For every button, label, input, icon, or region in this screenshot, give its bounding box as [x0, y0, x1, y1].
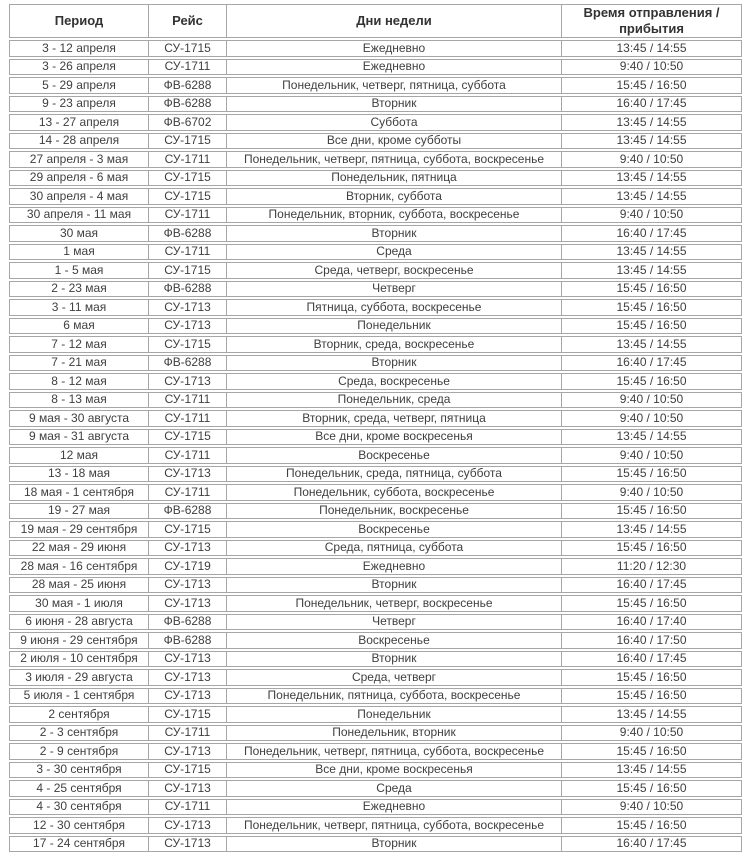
table-row — [9, 244, 742, 261]
cell-days: Среда, четверг — [227, 669, 562, 686]
cell-time: 9:40 / 10:50 — [562, 392, 742, 409]
cell-flight: СУ-1713 — [149, 595, 227, 612]
cell-days: Воскресенье — [227, 521, 562, 538]
cell-period: 12 мая — [9, 447, 149, 464]
cell-time: 13:45 / 14:55 — [562, 429, 742, 446]
cell-period: 13 - 18 мая — [9, 466, 149, 483]
cell-time: 16:40 / 17:45 — [562, 651, 742, 668]
cell-days: Вторник — [227, 96, 562, 113]
cell-period: 5 июля - 1 сентября — [9, 688, 149, 705]
cell-days: Воскресенье — [227, 632, 562, 649]
table-row — [9, 96, 742, 113]
cell-days: Вторник, среда, четверг, пятница — [227, 410, 562, 427]
cell-flight: ФВ-6288 — [149, 355, 227, 372]
cell-time: 15:45 / 16:50 — [562, 817, 742, 834]
cell-time: 9:40 / 10:50 — [562, 799, 742, 816]
cell-period: 4 - 30 сентября — [9, 799, 149, 816]
cell-time: 15:45 / 16:50 — [562, 595, 742, 612]
cell-days: Вторник, суббота — [227, 188, 562, 205]
table-row — [9, 114, 742, 131]
cell-period: 3 - 12 апреля — [9, 40, 149, 57]
cell-flight: СУ-1713 — [149, 466, 227, 483]
cell-days: Все дни, кроме воскресенья — [227, 762, 562, 779]
table-row — [9, 632, 742, 649]
cell-days: Среда, пятница, суббота — [227, 540, 562, 557]
cell-period: 8 - 13 мая — [9, 392, 149, 409]
cell-flight: СУ-1715 — [149, 188, 227, 205]
cell-time: 13:45 / 14:55 — [562, 262, 742, 279]
cell-flight: СУ-1719 — [149, 558, 227, 575]
cell-flight: СУ-1713 — [149, 817, 227, 834]
cell-flight: СУ-1715 — [149, 762, 227, 779]
cell-period: 2 июля - 10 сентября — [9, 651, 149, 668]
table-row — [9, 466, 742, 483]
cell-time: 15:45 / 16:50 — [562, 688, 742, 705]
cell-time: 13:45 / 14:55 — [562, 114, 742, 131]
table-row — [9, 373, 742, 390]
cell-time: 15:45 / 16:50 — [562, 540, 742, 557]
cell-time: 11:20 / 12:30 — [562, 558, 742, 575]
cell-days: Понедельник, среда — [227, 392, 562, 409]
cell-flight: ФВ-6288 — [149, 96, 227, 113]
cell-flight: ФВ-6288 — [149, 77, 227, 94]
table-row — [9, 40, 742, 57]
table-row — [9, 503, 742, 520]
cell-time: 9:40 / 10:50 — [562, 410, 742, 427]
cell-days: Среда — [227, 780, 562, 797]
table-row — [9, 188, 742, 205]
cell-period: 30 апреля - 11 мая — [9, 207, 149, 224]
cell-days: Ежедневно — [227, 40, 562, 57]
cell-flight: ФВ-6702 — [149, 114, 227, 131]
cell-time: 15:45 / 16:50 — [562, 466, 742, 483]
table-row — [9, 651, 742, 668]
table-body — [9, 40, 742, 852]
cell-days: Вторник — [227, 577, 562, 594]
flight-schedule-table — [9, 2, 742, 854]
table-row — [9, 59, 742, 76]
cell-days: Понедельник, четверг, пятница, суббота, воскресенье — [227, 817, 562, 834]
cell-period: 12 - 30 сентября — [9, 817, 149, 834]
cell-flight: СУ-1711 — [149, 151, 227, 168]
cell-days: Понедельник, суббота, воскресенье — [227, 484, 562, 501]
table-row — [9, 540, 742, 557]
cell-flight: ФВ-6288 — [149, 225, 227, 242]
cell-days: Четверг — [227, 614, 562, 631]
cell-days: Вторник — [227, 651, 562, 668]
cell-days: Вторник, среда, воскресенье — [227, 336, 562, 353]
cell-period: 3 июля - 29 августа — [9, 669, 149, 686]
cell-flight: СУ-1711 — [149, 392, 227, 409]
table-row — [9, 817, 742, 834]
cell-period: 9 мая - 30 августа — [9, 410, 149, 427]
cell-flight: СУ-1715 — [149, 336, 227, 353]
cell-period: 7 - 21 мая — [9, 355, 149, 372]
cell-period: 9 мая - 31 августа — [9, 429, 149, 446]
col-header-time: Время отправления / прибытия — [562, 4, 742, 38]
col-header-period: Период — [9, 4, 149, 38]
table-row — [9, 484, 742, 501]
table-row — [9, 77, 742, 94]
cell-flight: СУ-1715 — [149, 706, 227, 723]
table-row — [9, 318, 742, 335]
cell-time: 15:45 / 16:50 — [562, 281, 742, 298]
cell-days: Понедельник, четверг, воскресенье — [227, 595, 562, 612]
cell-days: Понедельник, среда, пятница, суббота — [227, 466, 562, 483]
cell-period: 3 - 11 мая — [9, 299, 149, 316]
cell-time: 16:40 / 17:45 — [562, 836, 742, 853]
cell-period: 4 - 25 сентября — [9, 780, 149, 797]
cell-flight: СУ-1713 — [149, 318, 227, 335]
table-row — [9, 336, 742, 353]
cell-time: 15:45 / 16:50 — [562, 669, 742, 686]
table-row — [9, 577, 742, 594]
cell-days: Ежедневно — [227, 799, 562, 816]
cell-flight: СУ-1711 — [149, 447, 227, 464]
cell-days: Понедельник, воскресенье — [227, 503, 562, 520]
cell-period: 13 - 27 апреля — [9, 114, 149, 131]
cell-period: 2 сентября — [9, 706, 149, 723]
table-row — [9, 780, 742, 797]
table-row — [9, 762, 742, 779]
cell-time: 16:40 / 17:40 — [562, 614, 742, 631]
cell-period: 9 - 23 апреля — [9, 96, 149, 113]
cell-days: Все дни, кроме воскресенья — [227, 429, 562, 446]
cell-period: 2 - 9 сентября — [9, 743, 149, 760]
cell-flight: ФВ-6288 — [149, 632, 227, 649]
cell-flight: СУ-1711 — [149, 244, 227, 261]
cell-flight: СУ-1715 — [149, 262, 227, 279]
cell-period: 14 - 28 апреля — [9, 133, 149, 150]
cell-period: 30 мая — [9, 225, 149, 242]
table-row — [9, 614, 742, 631]
table-row — [9, 595, 742, 612]
cell-period: 28 мая - 25 июня — [9, 577, 149, 594]
cell-flight: СУ-1715 — [149, 133, 227, 150]
cell-days: Вторник — [227, 836, 562, 853]
table-row — [9, 447, 742, 464]
cell-flight: СУ-1711 — [149, 207, 227, 224]
table-row — [9, 151, 742, 168]
table-row — [9, 170, 742, 187]
cell-period: 29 апреля - 6 мая — [9, 170, 149, 187]
cell-time: 13:45 / 14:55 — [562, 244, 742, 261]
cell-time: 9:40 / 10:50 — [562, 447, 742, 464]
cell-time: 13:45 / 14:55 — [562, 133, 742, 150]
cell-flight: СУ-1715 — [149, 429, 227, 446]
cell-days: Ежедневно — [227, 558, 562, 575]
cell-flight: СУ-1713 — [149, 780, 227, 797]
cell-period: 7 - 12 мая — [9, 336, 149, 353]
cell-days: Среда, воскресенье — [227, 373, 562, 390]
cell-days: Понедельник, вторник, суббота, воскресенье — [227, 207, 562, 224]
cell-time: 15:45 / 16:50 — [562, 318, 742, 335]
cell-period: 6 июня - 28 августа — [9, 614, 149, 631]
cell-flight: СУ-1713 — [149, 688, 227, 705]
cell-time: 15:45 / 16:50 — [562, 299, 742, 316]
cell-time: 16:40 / 17:45 — [562, 225, 742, 242]
cell-period: 1 мая — [9, 244, 149, 261]
cell-flight: СУ-1715 — [149, 521, 227, 538]
cell-days: Понедельник, пятница — [227, 170, 562, 187]
table-row — [9, 133, 742, 150]
cell-flight: СУ-1711 — [149, 799, 227, 816]
cell-days: Воскресенье — [227, 447, 562, 464]
cell-time: 16:40 / 17:45 — [562, 96, 742, 113]
cell-period: 9 июня - 29 сентября — [9, 632, 149, 649]
table-row — [9, 669, 742, 686]
cell-flight: СУ-1711 — [149, 410, 227, 427]
table-row — [9, 706, 742, 723]
cell-time: 9:40 / 10:50 — [562, 151, 742, 168]
cell-time: 16:40 / 17:50 — [562, 632, 742, 649]
cell-flight: СУ-1713 — [149, 540, 227, 557]
cell-days: Четверг — [227, 281, 562, 298]
cell-time: 9:40 / 10:50 — [562, 725, 742, 742]
cell-time: 9:40 / 10:50 — [562, 59, 742, 76]
cell-days: Среда — [227, 244, 562, 261]
cell-period: 18 мая - 1 сентября — [9, 484, 149, 501]
cell-period: 30 апреля - 4 мая — [9, 188, 149, 205]
table-row — [9, 299, 742, 316]
cell-flight: СУ-1713 — [149, 577, 227, 594]
cell-days: Понедельник, четверг, пятница, суббота, воскресенье — [227, 151, 562, 168]
table-row — [9, 558, 742, 575]
cell-flight: ФВ-6288 — [149, 614, 227, 631]
cell-flight: СУ-1713 — [149, 836, 227, 853]
table-row — [9, 688, 742, 705]
cell-period: 1 - 5 мая — [9, 262, 149, 279]
table-row — [9, 743, 742, 760]
cell-period: 28 мая - 16 сентября — [9, 558, 149, 575]
cell-days: Вторник — [227, 355, 562, 372]
table-row — [9, 836, 742, 853]
cell-period: 2 - 3 сентября — [9, 725, 149, 742]
cell-days: Вторник — [227, 225, 562, 242]
table-row — [9, 429, 742, 446]
cell-days: Понедельник, пятница, суббота, воскресенье — [227, 688, 562, 705]
cell-time: 15:45 / 16:50 — [562, 503, 742, 520]
cell-period: 2 - 23 мая — [9, 281, 149, 298]
cell-period: 27 апреля - 3 мая — [9, 151, 149, 168]
table-row — [9, 225, 742, 242]
cell-period: 8 - 12 мая — [9, 373, 149, 390]
cell-period: 30 мая - 1 июля — [9, 595, 149, 612]
table-row — [9, 281, 742, 298]
table-row — [9, 207, 742, 224]
cell-flight: СУ-1711 — [149, 484, 227, 501]
cell-flight: СУ-1713 — [149, 373, 227, 390]
cell-flight: СУ-1713 — [149, 651, 227, 668]
cell-period: 22 мая - 29 июня — [9, 540, 149, 557]
col-header-flight: Рейс — [149, 4, 227, 38]
cell-flight: СУ-1715 — [149, 170, 227, 187]
cell-flight: СУ-1711 — [149, 59, 227, 76]
cell-period: 5 - 29 апреля — [9, 77, 149, 94]
cell-flight: СУ-1713 — [149, 669, 227, 686]
cell-days: Среда, четверг, воскресенье — [227, 262, 562, 279]
cell-flight: ФВ-6288 — [149, 503, 227, 520]
cell-time: 9:40 / 10:50 — [562, 207, 742, 224]
table-row — [9, 355, 742, 372]
cell-days: Понедельник, четверг, пятница, суббота — [227, 77, 562, 94]
cell-days: Понедельник — [227, 706, 562, 723]
cell-days: Ежедневно — [227, 59, 562, 76]
cell-days: Понедельник — [227, 318, 562, 335]
cell-period: 19 - 27 мая — [9, 503, 149, 520]
cell-period: 6 мая — [9, 318, 149, 335]
table-row — [9, 521, 742, 538]
cell-days: Понедельник, вторник — [227, 725, 562, 742]
table-row — [9, 262, 742, 279]
cell-time: 15:45 / 16:50 — [562, 780, 742, 797]
cell-time: 13:45 / 14:55 — [562, 188, 742, 205]
cell-flight: СУ-1711 — [149, 725, 227, 742]
table-row — [9, 392, 742, 409]
table-row — [9, 410, 742, 427]
cell-days: Все дни, кроме субботы — [227, 133, 562, 150]
cell-period: 3 - 30 сентября — [9, 762, 149, 779]
col-header-days: Дни недели — [227, 4, 562, 38]
table-row — [9, 725, 742, 742]
cell-days: Понедельник, четверг, пятница, суббота, воскресенье — [227, 743, 562, 760]
cell-time: 13:45 / 14:55 — [562, 762, 742, 779]
cell-flight: СУ-1715 — [149, 40, 227, 57]
cell-time: 13:45 / 14:55 — [562, 521, 742, 538]
cell-period: 3 - 26 апреля — [9, 59, 149, 76]
header-row — [9, 4, 742, 38]
cell-time: 13:45 / 14:55 — [562, 170, 742, 187]
cell-period: 19 мая - 29 сентября — [9, 521, 149, 538]
cell-time: 13:45 / 14:55 — [562, 706, 742, 723]
cell-days: Пятница, суббота, воскресенье — [227, 299, 562, 316]
cell-time: 13:45 / 14:55 — [562, 40, 742, 57]
cell-time: 15:45 / 16:50 — [562, 373, 742, 390]
cell-time: 16:40 / 17:45 — [562, 355, 742, 372]
cell-days: Суббота — [227, 114, 562, 131]
cell-period: 17 - 24 сентября — [9, 836, 149, 853]
cell-time: 9:40 / 10:50 — [562, 484, 742, 501]
cell-flight: СУ-1713 — [149, 299, 227, 316]
cell-time: 15:45 / 16:50 — [562, 743, 742, 760]
table-row — [9, 799, 742, 816]
cell-time: 15:45 / 16:50 — [562, 77, 742, 94]
cell-flight: СУ-1713 — [149, 743, 227, 760]
cell-time: 13:45 / 14:55 — [562, 336, 742, 353]
cell-flight: ФВ-6288 — [149, 281, 227, 298]
cell-time: 16:40 / 17:45 — [562, 577, 742, 594]
